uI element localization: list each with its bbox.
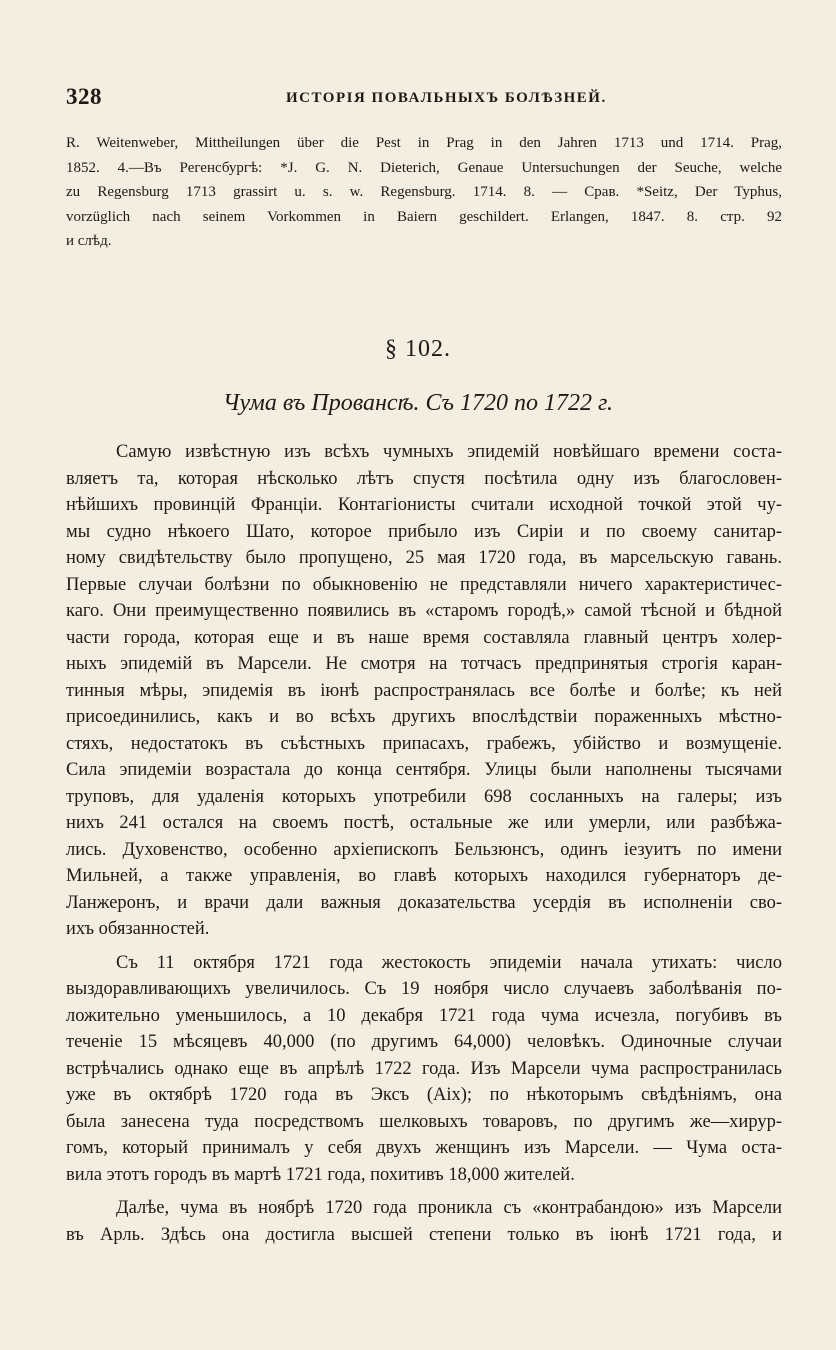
body-line: Первые случаи болѣзни по обыкновенію не представляли ничего характеристичес- <box>66 574 782 595</box>
body-line: Съ 11 октября 1721 года жестокость эпидеміи начала утихать: число <box>116 952 782 973</box>
body-line: присоединились, какъ и во всѣхъ другихъ впослѣдствіи пораженныхъ мѣстно- <box>66 707 782 727</box>
reference-line: 1852. 4.—Въ Регенсбургѣ: *J. G. N. Dieterich, Genaue Untersuchungen der Seuche, welche <box>66 159 782 176</box>
body-line: въ Арль. Здѣсь она достигла высшей степени только въ іюнѣ 1721 года, и <box>66 1224 782 1245</box>
reference-line: и слѣд. <box>66 233 112 249</box>
body-line: ихъ обязанностей. <box>66 919 210 939</box>
running-title: ИСТОРІЯ ПОВАЛЬНЫХЪ БОЛѢЗНЕЙ. <box>286 90 607 106</box>
body-line: теченіе 15 мѣсяцевъ 40,000 (по другимъ 64,000) человѣкъ. Одиночные случаи <box>66 1032 782 1052</box>
references-block <box>66 131 782 254</box>
body-line: встрѣчались однако еще въ апрѣлѣ 1722 года. Изъ Марсели чума распространилась <box>66 1058 782 1079</box>
body-line: тинныя мѣры, эпидемія въ іюнѣ распространялась все болѣе и болѣе; къ ней <box>66 680 782 701</box>
body-line: вляетъ та, которая нѣсколько лѣтъ спустя посѣтила одну изъ благословен- <box>66 468 782 489</box>
reference-line: zu Regensburg 1713 grassirt u. s. w. Regensburg. 1714. 8. — Срав. *Seitz, Der Typhus, <box>66 184 782 200</box>
body-line: каго. Они преимущественно появились въ «старомъ городѣ,» самой тѣсной и бѣдной <box>66 601 782 621</box>
body-line: нѣйшихъ провинцій Франціи. Контагіонисты считали исходной точкой этой чу- <box>66 495 782 515</box>
page-header <box>66 84 776 114</box>
body-line: мы судно нѣкоего Шато, которое прибыло изъ Сиріи и по своему санитар- <box>66 521 782 542</box>
body-line: вила этотъ городъ въ мартѣ 1721 года, похитивъ 18,000 жителей. <box>66 1164 575 1185</box>
body-text <box>66 439 782 1248</box>
reference-line: R. Weitenweber, Mittheilungen über die Pest in Prag in den Jahren 1713 und 1714. Prag, <box>66 135 782 151</box>
body-line: уже въ октябрѣ 1720 года въ Эксъ (Aix); по нѣкоторымъ свѣдѣніямъ, она <box>66 1085 782 1105</box>
body-line: лись. Духовенство, особенно архіепископъ Бельзюнсъ, одинъ іезуитъ по имени <box>66 839 782 860</box>
body-line: Ланжеронъ, и врачи дали важныя доказательства усердія въ исполненіи сво- <box>66 892 782 913</box>
body-line: ныхъ эпидемій въ Марсели. Не смотря на тотчасъ предпринятыя строгія каран- <box>66 654 782 674</box>
body-line: Мильней, а также управленія, во главѣ которыхъ находился губернаторъ де- <box>66 866 782 886</box>
body-line: Самую извѣстную изъ всѣхъ чумныхъ эпидемій новѣйшаго времени соста- <box>116 442 782 462</box>
body-line: Далѣе, чума въ ноябрѣ 1720 года проникла съ «контрабандою» изъ Марсели <box>116 1198 782 1218</box>
body-line: выздоравливающихъ увеличилось. Съ 19 ноября число случаевъ заболѣванія по- <box>66 979 782 999</box>
section-title: Чума въ Провансѣ. Съ 1720 по 1722 г. <box>222 390 614 416</box>
body-line: ному свидѣтельству было пропущено, 25 мая 1720 года, въ марсельскую гавань. <box>66 548 782 568</box>
body-line: нихъ 241 остался на своемъ постѣ, остальные же или умерли, или разбѣжа- <box>66 813 782 833</box>
body-line: Сила эпидеміи возрастала до конца сентября. Улицы были наполнены тысячами <box>66 760 782 780</box>
body-line: ложительно уменьшилось, а 10 декабря 1721 года чума исчезла, погубивъ въ <box>66 1005 782 1026</box>
body-line: стяхъ, недостатокъ въ съѣстныхъ припасахъ, грабежъ, убійство и возмущеніе. <box>66 733 782 754</box>
page-number: 328 <box>66 84 102 109</box>
section-number: § 102. <box>385 336 451 362</box>
body-line: была занесена туда посредствомъ шелковыхъ товаровъ, по другимъ же—хирур- <box>66 1111 782 1132</box>
reference-line: vorzüglich nach seinem Vorkommen in Baiern geschildert. Erlangen, 1847. 8. стр. 92 <box>66 208 782 225</box>
body-line: гомъ, который принималъ у себя двухъ женщинъ изъ Марсели. — Чума оста- <box>66 1138 782 1158</box>
body-line: труповъ, для удаленія которыхъ употребили 698 сосланныхъ на галеры; изъ <box>66 786 782 807</box>
body-line: части города, которая еще и въ наше время составляла главный центръ холер- <box>66 627 782 648</box>
